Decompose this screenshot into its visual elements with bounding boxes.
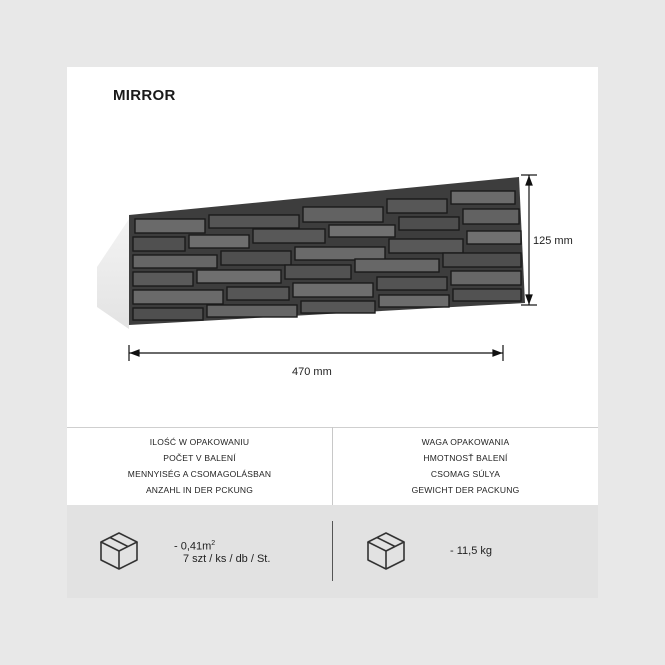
area-value: - $0,41m^2$ bbox=[174, 540, 216, 553]
area-unit-exponent: 2 bbox=[211, 540, 216, 547]
weight-label-pl: WAGA OPAKOWANIA bbox=[421, 437, 510, 447]
weight-value: - 11,5 kg bbox=[450, 545, 492, 557]
count-value: 7 szt / ks / db / St. bbox=[183, 553, 271, 565]
weight-label-de: GEWICHT DER PACKUNG bbox=[411, 485, 520, 495]
band-separator bbox=[332, 521, 333, 581]
product-title: MIRROR bbox=[113, 87, 176, 104]
stone-panel-image bbox=[67, 67, 598, 407]
quantity-label-pl: ILOŚĆ W OPAKOWANIU bbox=[149, 437, 250, 447]
weight-labels bbox=[333, 427, 598, 505]
quantity-label-cz: POČET V BALENÍ bbox=[163, 453, 236, 463]
product-card bbox=[67, 67, 598, 598]
weight-label-cz: HMOTNOSŤ BALENÍ bbox=[423, 453, 508, 463]
width-dimension-label: 470 mm bbox=[292, 366, 332, 378]
quantity-label-de: ANZAHL IN DER PCKUNG bbox=[145, 485, 254, 495]
box-icon bbox=[364, 529, 408, 573]
package-info-band bbox=[67, 505, 598, 598]
weight-label-hu: CSOMAG SÚLYA bbox=[430, 469, 501, 479]
quantity-label-hu: MENNYISÉG A CSOMAGOLÁSBAN bbox=[127, 469, 272, 479]
box-icon bbox=[97, 529, 141, 573]
quantity-labels bbox=[67, 427, 332, 505]
height-dimension-label: 125 mm bbox=[533, 235, 573, 247]
